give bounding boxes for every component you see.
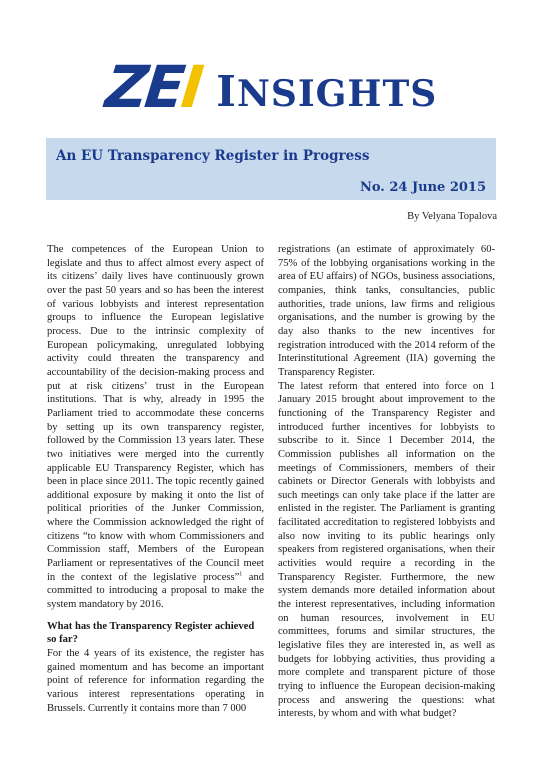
series-name: INSIGHTS — [216, 67, 438, 116]
zei-logo — [102, 50, 438, 121]
body-paragraph: For the 4 years of its existence, the register has gained momentum and has become an important point of reference for information regarding the various interest representations operating in Brussels. Currently it contains more than 7 000 — [47, 647, 264, 714]
intro-paragraph: The competences of the European Union to legislate and thus to affect almost every aspect of its citizens’ daily lives have continuously grown over the past 50 years and so has been the interest of various lobbyists and interest representation groups to influence the European legislative process. Due to the intrinsic complexity of European policymaking, unregulated lobbying activity could threaten the transparency and accountability of the decision-making process and put at risk citizens’ trust in the European institutions. That is why, already in 1995 the Parliament tried to accommodate these concerns by setting up its own transparency register, followed by the Commission 13 years later. These two initiatives were merged into the currently applicable EU Transparency Register, which has been in place since 2011. The topic recently gained additional exposure by making it onto the list of political priorities of the Junker Commission, where the Commission acknowledged the right of citizens “to know with whom Commissioners and Commission staff, Members of the European Parliament or representatives of the Council meet in the context of the legislative process”$^1$ and committed to introducing a proposal to make the system mandatory by 2016. — [47, 244, 264, 611]
zei-logo-mark: ZEI — [102, 53, 204, 121]
footnote-marker: 1 — [239, 571, 243, 578]
section-heading: What has the Transparency Register achieved so far? — [47, 620, 255, 646]
issue-number: No. 24 June 2015 — [359, 180, 486, 195]
title-band — [46, 138, 496, 200]
article-title: An EU Transparency Register in Progress — [56, 148, 370, 164]
right-column — [278, 243, 495, 721]
left-column — [47, 243, 264, 715]
body-paragraph: The latest reform that entered into force on 1 January 2015 brought about improvement to the functioning of the Transparency Register and introduced further incentives for lobbyists to subscribe to it. Since 1 December 2014, the Commission publishes all information on the meetings of Commissioners, members of their cabinets or Director Generals with lobbyists and such meetings can only take place if the latter are enlisted in the register. The Parliament is granting facilitated accreditation to registered lobbyists and also now inviting to its public hearings only speakers from registered organisations, when their activities would require a recording in the Transparency Register. Furthermore, the new system demands more detailed information about the interest representatives, including information on human resources, involvement in EU committees, forums and similar structures, the legislative files they are interested in, as well as budgets for lobbying activities, thus providing a more complete and transparent picture of those trying to influence the European decision-making process and answering the questions: what interests, by whom and with what budget? — [278, 380, 495, 720]
body-paragraph: registrations (an estimate of approximately 60-75% of the lobbying organisations working in the area of EU affairs) of NGOs, business associations, companies, think tanks, consultancies, public authorities, trade unions, law firms and religious organisations, and the number is growing by the day also thanks to the new incentives for registration introduced with the 2014 reform of the Interinstitutional Agreement (IIA) governing the Transparency Register. — [278, 244, 495, 378]
author-byline: By Velyana Topalova — [407, 211, 497, 222]
